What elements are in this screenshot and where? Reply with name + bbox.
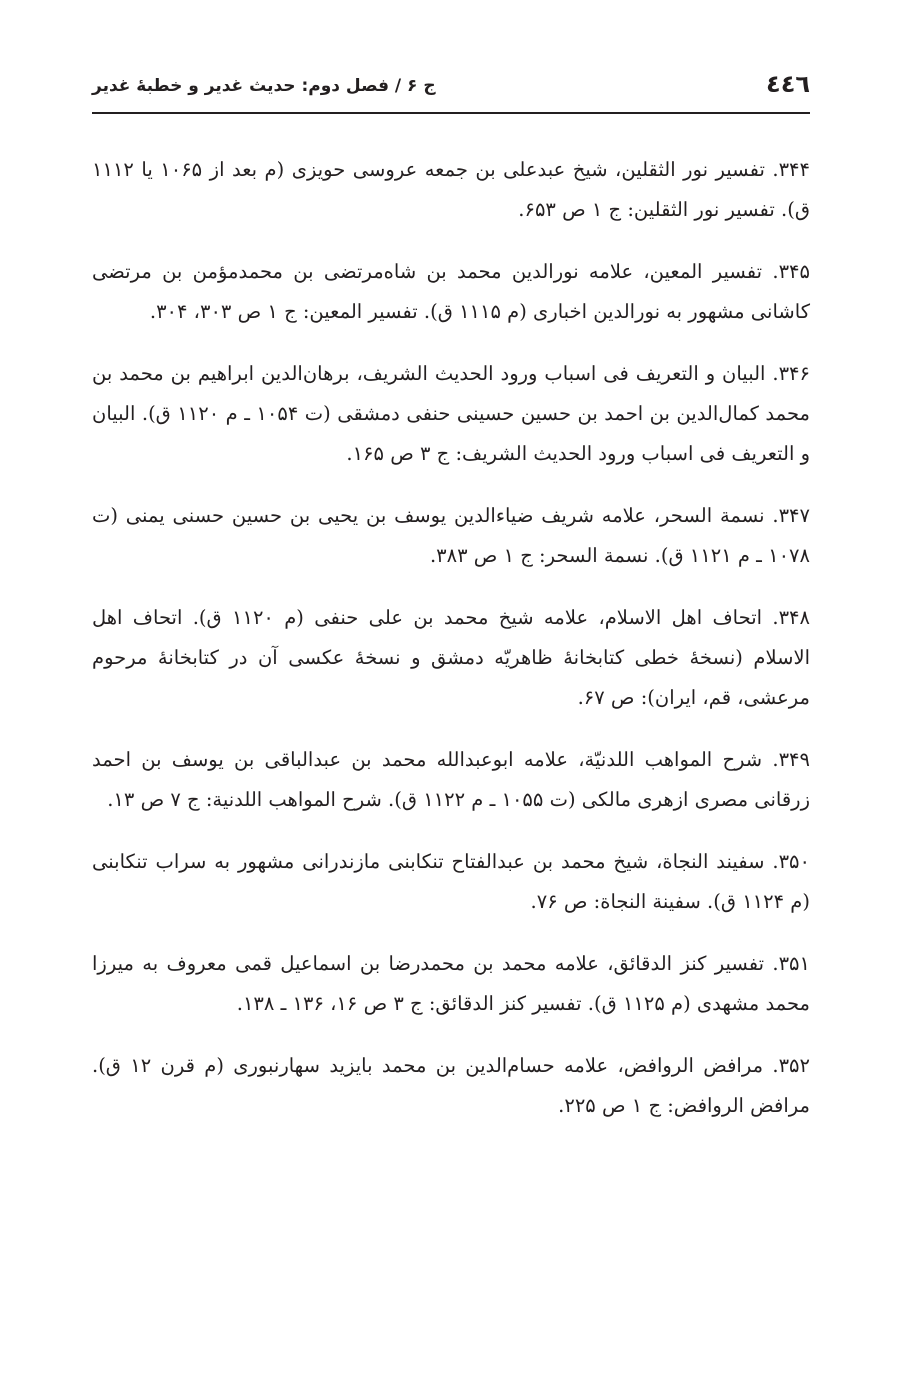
reference-entry-348: ۳۴۸. اتحاف اهل الاسلام، علامه شیخ محمد بن علی حنفی (م ۱۱۲۰ ق). اتحاف اهل الاسلام (نسخهٔ خطی کتابخانهٔ ظاهریّه دمشق و نسخهٔ عکسی آن در کتابخانهٔ مرحوم مرعشی، قم، ایران): ص ۶۷. [92, 606, 810, 709]
reference-entry-352: ۳۵۲. مرافض الروافض، علامه حسام‌الدین بن محمد بایزید سهارنبوری (م قرن ۱۲ ق). مرافض الروافض: ج ۱ ص ۲۲۵. [92, 1054, 810, 1117]
reference-entry-344: ۳۴۴. تفسیر نور الثقلین، شیخ عبدعلی بن جمعه عروسی حویزی (م بعد از ۱۰۶۵ یا ۱۱۱۲ ق). تفسیر نور الثقلین: ج ۱ ص ۶۵۳. [92, 158, 810, 221]
reference-entry-345: ۳۴۵. تفسیر المعین، علامه نورالدین محمد بن شاه‌مرتضی بن محمدمؤمن بن مرتضی کاشانی مشهور به نورالدین اخباری (م ۱۱۱۵ ق). تفسیر المعین: ج ۱ ص ۳۰۳، ۳۰۴. [92, 260, 810, 323]
page-header [92, 62, 810, 114]
reference-entry-347: ۳۴۷. نسمة السحر، علامه شریف ضیاءالدین یوسف بن یحیی بن حسین حسنی یمنی (ت ۱۰۷۸ ـ م ۱۱۲۱ ق). نسمة السحر: ج ۱ ص ۳۸۳. [92, 504, 810, 567]
page-number: ٤٤٦ [766, 70, 810, 98]
book-page [92, 62, 810, 1362]
running-title: ج ۶ / فصل دوم: حدیث غدیر و خطبهٔ غدیر [92, 76, 436, 96]
reference-entry-350: ۳۵۰. سفیند النجاة، شیخ محمد بن عبدالفتاح تنکابنی مازندرانی مشهور به سراب تنکابنی (م ۱۱۲۴ ق). سفینة النجاة: ص ۷۶. [92, 850, 810, 913]
reference-entry-351: ۳۵۱. تفسیر کنز الدقائق، علامه محمد بن محمدرضا بن اسماعیل قمی معروف به میرزا محمد مشهدی (م ۱۱۲۵ ق). تفسیر کنز الدقائق: ج ۳ ص ۱۶، ۱۳۶ ـ ۱۳۸. [92, 952, 810, 1015]
reference-entry-346: ۳۴۶. البیان و التعریف فی اسباب ورود الحدیث الشریف، برهان‌الدین ابراهیم بن محمد بن محمد کمال‌الدین بن احمد بن حسین حسینی حنفی دمشقی (ت ۱۰۵۴ ـ م ۱۱۲۰ ق). البیان و التعریف فی اسباب ورود الحدیث الشریف: ج ۳ ص ۱۶۵. [92, 362, 810, 465]
reference-list [92, 150, 810, 1126]
reference-entry-349: ۳۴۹. شرح المواهب اللدنیّة، علامه ابوعبدالله محمد بن عبدالباقی بن یوسف بن احمد زرقانی مصری ازهری مالکی (ت ۱۰۵۵ ـ م ۱۱۲۲ ق). شرح المواهب اللدنیة: ج ۷ ص ۱۳. [92, 748, 810, 811]
